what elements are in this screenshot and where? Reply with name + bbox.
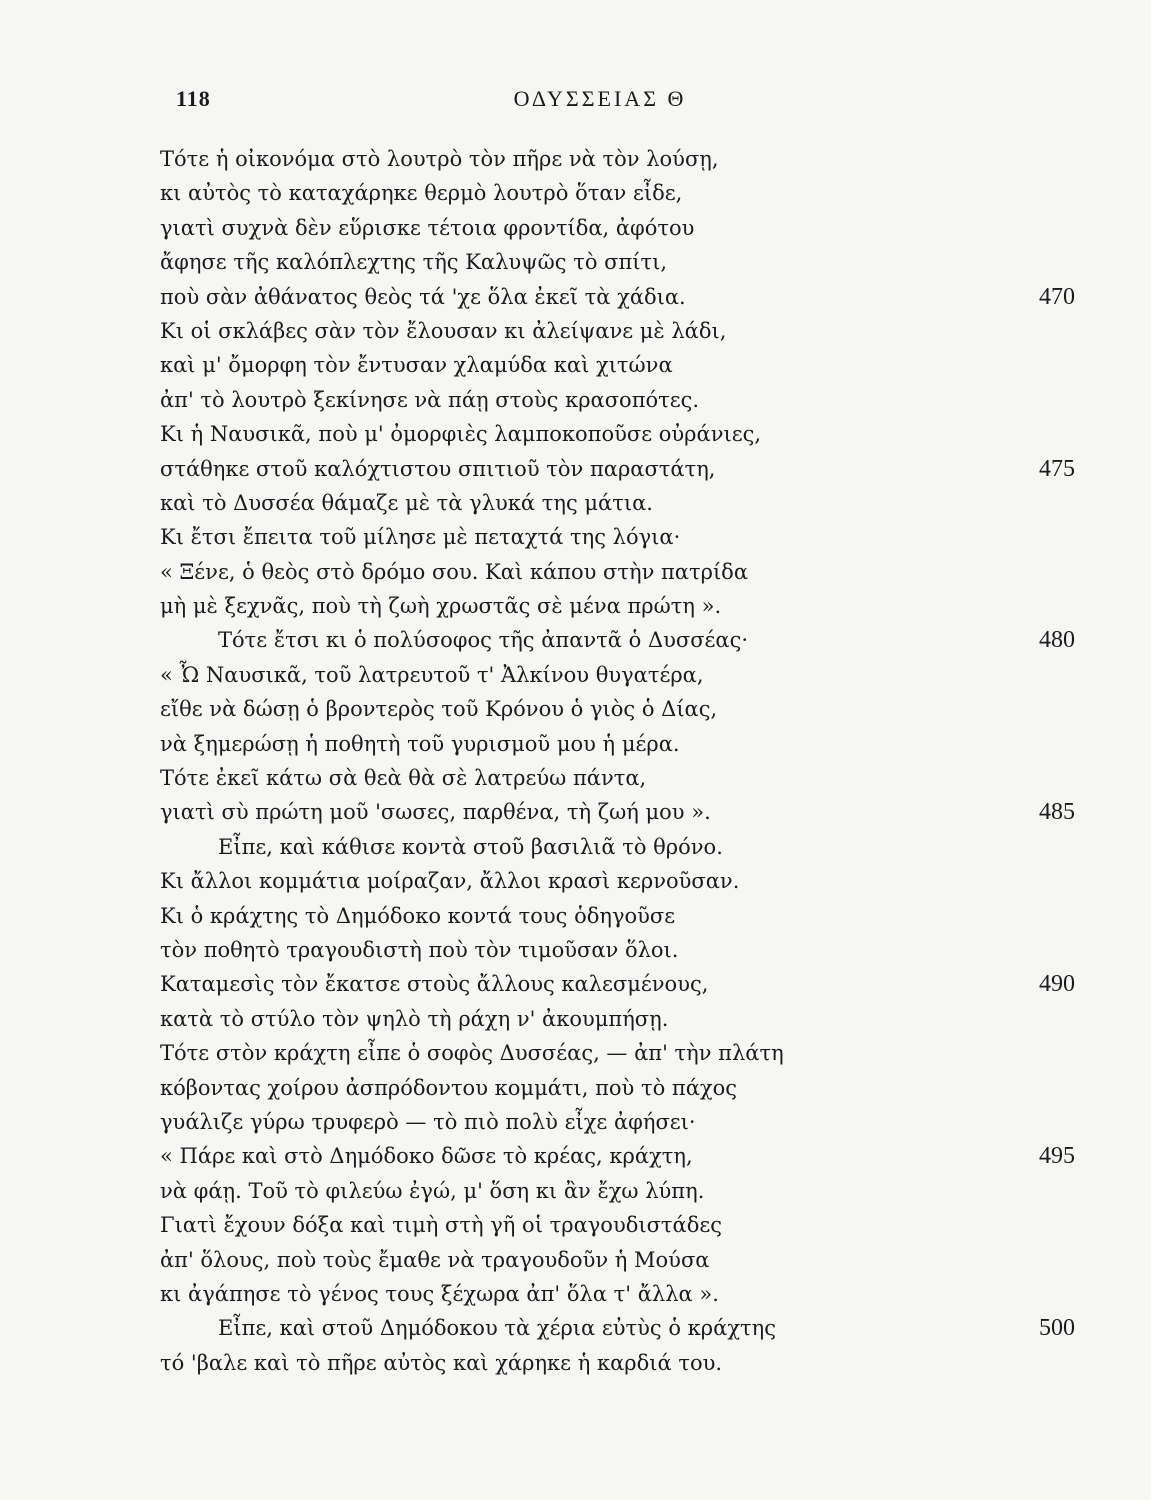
verse-line — [160, 1174, 1075, 1208]
verse-text: γιατὶ σὺ πρώτη μοῦ 'σωσες, παρθένα, τὴ ζωή μου ». — [160, 800, 711, 825]
verse-text: κατὰ τὸ στύλο τὸν ψηλὸ τὴ ράχη ν' ἀκουμπήσῃ. — [160, 1006, 669, 1031]
verse-line — [160, 1002, 1075, 1036]
verse-line — [160, 280, 1075, 314]
verse-text: « Ξένε, ὁ θεὸς στὸ δρόμο σου. Καὶ κάπου στὴν πατρίδα — [160, 559, 749, 584]
verse-text: Κι ἄλλοι κομμάτια μοίραζαν, ἄλλοι κρασὶ κερνοῦσαν. — [160, 869, 740, 894]
verse-text: καὶ μ' ὄμορφη τὸν ἔντυσαν χλαμύδα καὶ χιτώνα — [160, 353, 673, 378]
verse-line — [160, 211, 1075, 245]
verse-line — [160, 348, 1075, 382]
verse-line — [160, 589, 1075, 623]
verse-line — [160, 417, 1075, 451]
verse-text: γιατὶ συχνὰ δὲν εὕρισκε τέτοια φροντίδα, ἀφότου — [160, 215, 695, 240]
verse-line — [160, 933, 1075, 967]
verse-number: 485 — [1039, 799, 1075, 826]
verse-text: κόβοντας χοίρου ἀσπρόδοντου κομμάτι, ποὺ τὸ πάχος — [160, 1075, 738, 1100]
verse-number: 490 — [1039, 971, 1075, 998]
verse-text: νὰ φάῃ. Τοῦ τὸ φιλεύω ἐγώ, μ' ὅση κι ἂν ἔχω λύπη. — [160, 1178, 705, 1203]
verse-line — [160, 452, 1075, 486]
verse-text: Εἶπε, καὶ κάθισε κοντὰ στοῦ βασιλιᾶ τὸ θρόνο. — [218, 834, 723, 859]
verse-line — [160, 176, 1075, 210]
page-header — [160, 82, 1040, 122]
verse-text: Τότε ἐκεῖ κάτω σὰ θεὰ θὰ σὲ λατρεύω πάντα, — [160, 766, 647, 791]
verse-line — [160, 692, 1075, 726]
verse-line — [160, 899, 1075, 933]
verse-text: « Ὦ Ναυσικᾶ, τοῦ λατρευτοῦ τ' Ἀλκίνου θυγατέρα, — [160, 662, 704, 687]
verse-text: Κι ἔτσι ἔπειτα τοῦ μίλησε μὲ πεταχτά της λόγια· — [160, 525, 681, 550]
verse-text: τὸν ποθητὸ τραγουδιστὴ ποὺ τὸν τιμοῦσαν ὅλοι. — [160, 937, 679, 962]
verse-line — [160, 864, 1075, 898]
verse-line — [160, 383, 1075, 417]
verse-number: 495 — [1039, 1143, 1075, 1170]
verse-text: Κι ὁ κράχτης τὸ Δημόδοκο κοντά τους ὁδηγοῦσε — [160, 903, 676, 928]
page-number: 118 — [176, 86, 211, 111]
verse-line — [160, 142, 1075, 176]
verse-text: κι αὐτὸς τὸ καταχάρηκε θερμὸ λουτρὸ ὅταν εἶδε, — [160, 181, 683, 206]
verse-text: στάθηκε στοῦ καλόχτιστου σπιτιοῦ τὸν παραστάτη, — [160, 456, 716, 481]
verse-number: 475 — [1039, 455, 1075, 482]
verse-line — [160, 486, 1075, 520]
verse-text: καὶ τὸ Δυσσέα θάμαζε μὲ τὰ γλυκά της μάτια. — [160, 490, 653, 515]
verse-line — [160, 1071, 1075, 1105]
verse-block — [160, 142, 1075, 1380]
verse-text: Τότε στὸν κράχτη εἶπε ὁ σοφὸς Δυσσέας, — ἀπ' τὴν πλάτη — [160, 1041, 784, 1066]
verse-text: « Πάρε καὶ στὸ Δημόδοκο δῶσε τὸ κρέας, κράχτη, — [160, 1144, 693, 1169]
verse-line — [160, 1243, 1075, 1277]
verse-text: Κι οἱ σκλάβες σὰν τὸν ἔλουσαν κι ἀλείψανε μὲ λάδι, — [160, 318, 727, 343]
verse-line — [160, 1277, 1075, 1311]
verse-line — [160, 555, 1075, 589]
verse-line — [160, 727, 1075, 761]
verse-text: τό 'βαλε καὶ τὸ πῆρε αὐτὸς καὶ χάρηκε ἡ καρδιά του. — [160, 1350, 723, 1375]
verse-line — [160, 623, 1075, 657]
verse-line — [160, 520, 1075, 554]
verse-line — [160, 1311, 1075, 1345]
verse-text: Τότε ἔτσι κι ὁ πολύσοφος τῆς ἀπαντᾶ ὁ Δυσσέας· — [218, 628, 749, 653]
verse-text: κι ἀγάπησε τὸ γένος τους ξέχωρα ἀπ' ὅλα τ' ἄλλα ». — [160, 1281, 719, 1306]
verse-line — [160, 1208, 1075, 1242]
verse-line — [160, 314, 1075, 348]
verse-text: Καταμεσὶς τὸν ἔκατσε στοὺς ἄλλους καλεσμένους, — [160, 972, 709, 997]
verse-line — [160, 245, 1075, 279]
verse-text: ἀπ' ὅλους, ποὺ τοὺς ἔμαθε νὰ τραγουδοῦν ἡ Μούσα — [160, 1247, 710, 1272]
verse-text: Τότε ἡ οἰκονόμα στὸ λουτρὸ τὸν πῆρε νὰ τὸν λούσῃ, — [160, 147, 719, 171]
verse-text: ποὺ σὰν ἀθάνατος θεὸς τά 'χε ὅλα ἐκεῖ τὰ χάδια. — [160, 284, 686, 309]
verse-line — [160, 1346, 1075, 1380]
verse-line — [160, 1036, 1075, 1070]
verse-text: γυάλιζε γύρω τρυφερὸ — τὸ πιὸ πολὺ εἶχε ἀφήσει· — [160, 1109, 696, 1134]
verse-number: 480 — [1039, 627, 1075, 654]
verse-text: ἀπ' τὸ λουτρὸ ξεκίνησε νὰ πάῃ στοὺς κρασοπότες. — [160, 387, 700, 412]
verse-line — [160, 1105, 1075, 1139]
running-title: ΟΔΥΣΣΕΙΑΣ Θ — [513, 86, 687, 111]
verse-text: Εἶπε, καὶ στοῦ Δημόδοκου τὰ χέρια εὐτὺς ὁ κράχτης — [218, 1316, 777, 1341]
verse-number: 470 — [1039, 283, 1075, 310]
verse-text: εἴθε νὰ δώσῃ ὁ βροντερὸς τοῦ Κρόνου ὁ γιὸς ὁ Δίας, — [160, 697, 718, 722]
verse-line — [160, 967, 1075, 1001]
verse-line — [160, 658, 1075, 692]
verse-text: νὰ ξημερώσῃ ἡ ποθητὴ τοῦ γυρισμοῦ μου ἡ μέρα. — [160, 731, 680, 756]
verse-text: μὴ μὲ ξεχνᾶς, ποὺ τὴ ζωὴ χρωστᾶς σὲ μένα πρώτη ». — [160, 594, 722, 619]
verse-text: Κι ἡ Ναυσικᾶ, ποὺ μ' ὀμορφιὲς λαμποκοποῦσε οὐράνιες, — [160, 422, 762, 447]
verse-line — [160, 795, 1075, 829]
verse-line — [160, 1139, 1075, 1173]
verse-number: 500 — [1039, 1315, 1075, 1342]
verse-text: ἄφησε τῆς καλόπλεχτης τῆς Καλυψῶς τὸ σπίτι, — [160, 250, 668, 275]
verse-text: Γιατὶ ἔχουν δόξα καὶ τιμὴ στὴ γῆ οἱ τραγουδιστάδες — [160, 1213, 723, 1238]
verse-line — [160, 761, 1075, 795]
verse-line — [160, 830, 1075, 864]
